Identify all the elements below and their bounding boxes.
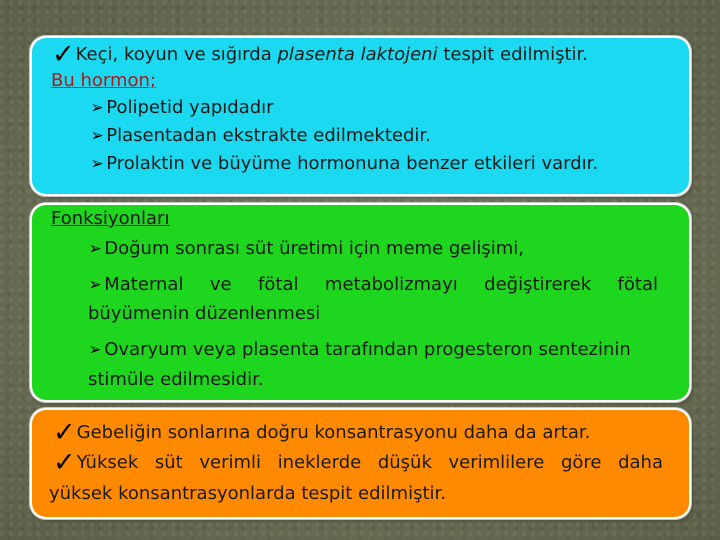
- arrow-bullet-icon: ➢: [90, 98, 104, 118]
- box3-line-3: yüksek konsantrasyonlarda tespit edilmiştir.: [49, 483, 446, 504]
- box1-bullet-1-text: Polipetid yapıdadır: [106, 97, 274, 118]
- info-box-functions: [32, 205, 689, 400]
- arrow-bullet-icon: ➢: [88, 239, 102, 259]
- box1-bullet-3-text: Prolaktin ve büyüme hormonuna benzer etkileri vardır.: [106, 153, 599, 174]
- box2-heading: Fonksiyonları: [51, 208, 170, 229]
- box2-bullet-2: [88, 274, 658, 296]
- box3-line-2: [53, 447, 663, 478]
- info-box-placental-lactogen: [32, 38, 689, 194]
- box2-bullet-3-cont: stimüle edilmesidir.: [88, 369, 264, 390]
- check-mark-icon: ✓: [53, 447, 76, 478]
- arrow-bullet-icon: ➢: [90, 154, 104, 174]
- box2-bullet-1-text: Doğum sonrası süt üretimi için meme gelişimi,: [104, 238, 525, 259]
- info-box-concentration: [32, 410, 689, 517]
- box1-intro-text: Keçi, koyun ve sığırda: [75, 44, 278, 65]
- box2-bullet-2-cont: büyümenin düzenlenmesi: [88, 303, 321, 324]
- box3-line-1-text: Gebeliğin sonlarına doğru konsantrasyonu daha da artar.: [76, 422, 591, 443]
- check-mark-icon: ✓: [52, 39, 75, 70]
- box3-line-1: [53, 417, 591, 448]
- box2-bullet-2-text: Maternal ve fötal metabolizmayı değiştirerek fötal: [104, 274, 658, 295]
- check-mark-icon: ✓: [53, 417, 76, 448]
- box2-bullet-3-text: Ovaryum veya plasenta tarafından progesteron sentezinin: [104, 339, 631, 360]
- box1-heading: Bu hormon;: [51, 70, 157, 91]
- box1-bullet-3: [90, 153, 598, 175]
- box1-bullet-2: [90, 125, 431, 147]
- box1-intro-italic: plasenta laktojeni: [277, 44, 438, 65]
- box2-bullet-1: [88, 238, 524, 260]
- arrow-bullet-icon: ➢: [88, 340, 102, 360]
- box2-bullet-3: [88, 339, 631, 361]
- box1-bullet-1: [90, 97, 274, 119]
- box1-intro-line: [52, 39, 588, 70]
- arrow-bullet-icon: ➢: [88, 275, 102, 295]
- arrow-bullet-icon: ➢: [90, 126, 104, 146]
- box1-intro-text-end: tespit edilmiştir.: [437, 44, 588, 65]
- box1-bullet-2-text: Plasentadan ekstrakte edilmektedir.: [106, 125, 431, 146]
- box3-line-2-text: Yüksek süt verimli ineklerde düşük verimlilere göre daha: [76, 452, 663, 473]
